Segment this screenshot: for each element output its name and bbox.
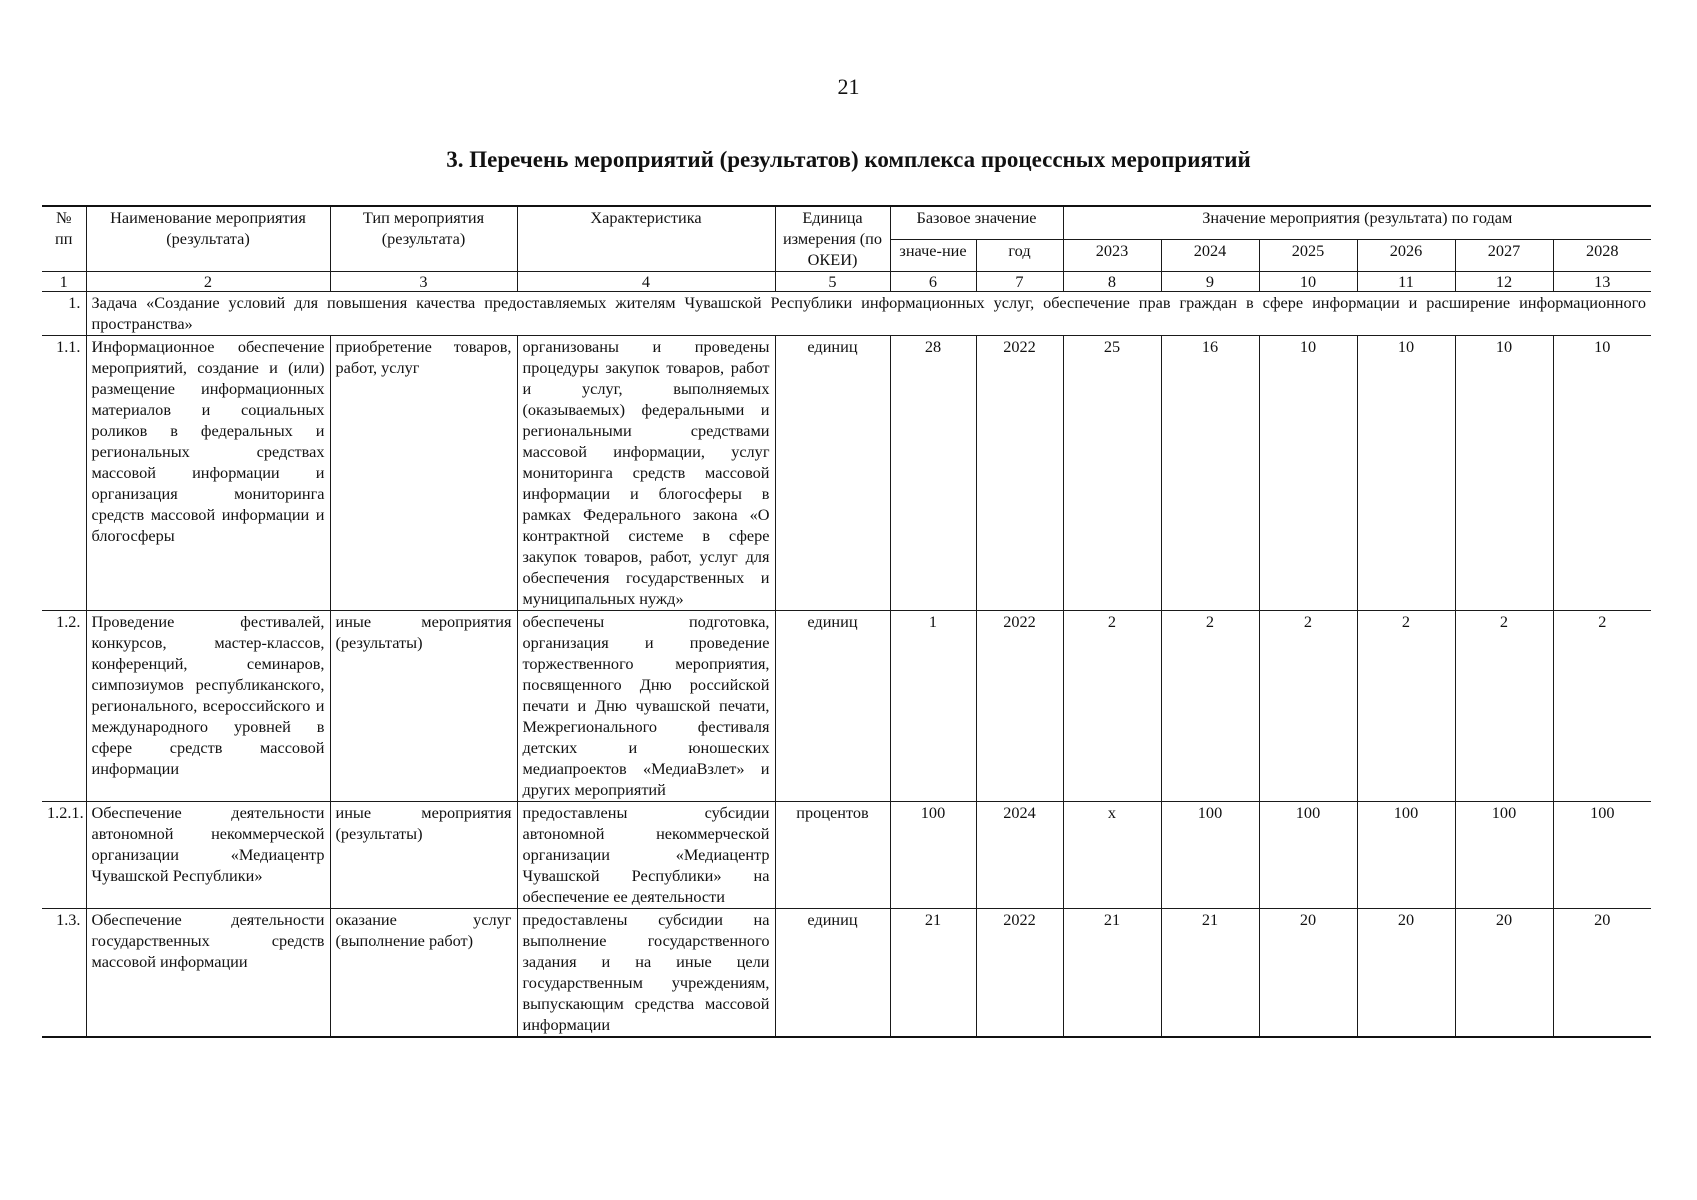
column-number: 12 [1455,272,1553,292]
header-name: Наименование мероприятия (результата) [86,206,330,272]
year-value: 100 [1357,802,1455,909]
header-year: 2027 [1455,239,1553,271]
year-value: 100 [1161,802,1259,909]
year-value: 10 [1357,336,1455,611]
measure-unit: единиц [775,336,890,611]
column-number: 7 [976,272,1063,292]
measure-characteristic: предоставлены субсидии на выполнение государственного задания и на иные цели государственным учреждениям, выпускающим средства массовой информации [517,909,775,1038]
header-base-value: значе-ние [890,239,976,271]
column-number: 1 [42,272,86,292]
measure-name: Проведение фестивалей, конкурсов, мастер-классов, конференций, семинаров, симпозиумов республиканского, регионального, всероссийского и международного уровней в сфере средств массовой информации [86,611,330,802]
row-number: 1.2.1. [42,802,86,909]
column-numbers-row [42,272,1651,292]
year-value: 2 [1161,611,1259,802]
page-number: 21 [837,74,860,99]
header-base: Базовое значение [890,206,1063,239]
header-num: № пп [42,206,86,272]
base-year: 2022 [976,611,1063,802]
header-by-years: Значение мероприятия (результата) по годам [1063,206,1651,239]
task-text: Задача «Создание условий для повышения качества предоставляемых жителям Чувашской Республики информационных услуг, обеспечение прав граждан в сфере информации и расширение информационного пространства» [86,292,1651,336]
header-year: 2024 [1161,239,1259,271]
measure-unit: процентов [775,802,890,909]
year-value: 21 [1063,909,1161,1038]
table-row [42,336,1651,611]
measure-name: Обеспечение деятельности государственных средств массовой информации [86,909,330,1038]
year-value: 2 [1357,611,1455,802]
header-unit: Единица измерения (по ОКЕИ) [775,206,890,272]
year-value: 100 [1259,802,1357,909]
measure-characteristic: предоставлены субсидии автономной некоммерческой организации «Медиацентр Чувашской Республики» на обеспечение ее деятельности [517,802,775,909]
section-title: 3. Перечень мероприятий (результатов) комплекса процессных мероприятий [446,147,1251,172]
header-year: 2026 [1357,239,1455,271]
header-characteristic: Характеристика [517,206,775,272]
base-year: 2022 [976,909,1063,1038]
year-value: 20 [1455,909,1553,1038]
header-type: Тип мероприятия (результата) [330,206,517,272]
column-number: 9 [1161,272,1259,292]
task-row [42,292,1651,336]
year-value: 10 [1553,336,1651,611]
base-value: 21 [890,909,976,1038]
measure-unit: единиц [775,611,890,802]
year-value: 2 [1063,611,1161,802]
row-number: 1.2. [42,611,86,802]
year-value: 20 [1259,909,1357,1038]
header-year: 2028 [1553,239,1651,271]
year-value: х [1063,802,1161,909]
year-value: 2 [1259,611,1357,802]
row-number: 1.3. [42,909,86,1038]
header-base-year: год [976,239,1063,271]
header-year: 2023 [1063,239,1161,271]
year-value: 2 [1455,611,1553,802]
year-value: 25 [1063,336,1161,611]
column-number: 5 [775,272,890,292]
measure-type: приобретение товаров, работ, услуг [330,336,517,611]
column-number: 2 [86,272,330,292]
year-value: 100 [1553,802,1651,909]
year-value: 10 [1455,336,1553,611]
column-number: 6 [890,272,976,292]
column-number: 10 [1259,272,1357,292]
year-value: 2 [1553,611,1651,802]
base-value: 1 [890,611,976,802]
header-row-1 [42,206,1651,239]
year-value: 20 [1553,909,1651,1038]
measure-characteristic: обеспечены подготовка, организация и проведение торжественного мероприятия, посвященного Дню российской печати и Дню чувашской печати, Межрегионального фестиваля детских и юношеских медиапроектов «МедиаВзлет» и других мероприятий [517,611,775,802]
measure-type: иные мероприятия (результаты) [330,611,517,802]
measure-name: Информационное обеспечение мероприятий, создание и (или) размещение информационных материалов и социальных роликов в федеральных и региональных средствах массовой информации и организация мониторинга средств массовой информации и блогосферы [86,336,330,611]
measure-type: оказание услуг (выполнение работ) [330,909,517,1038]
column-number: 11 [1357,272,1455,292]
measure-name: Обеспечение деятельности автономной некоммерческой организации «Медиацентр Чувашской Республики» [86,802,330,909]
year-value: 100 [1455,802,1553,909]
column-number: 13 [1553,272,1651,292]
measure-type: иные мероприятия (результаты) [330,802,517,909]
year-value: 16 [1161,336,1259,611]
row-number: 1.1. [42,336,86,611]
column-number: 3 [330,272,517,292]
column-number: 4 [517,272,775,292]
header-year: 2025 [1259,239,1357,271]
year-value: 10 [1259,336,1357,611]
measure-unit: единиц [775,909,890,1038]
base-value: 100 [890,802,976,909]
table-row [42,909,1651,1038]
table-row [42,611,1651,802]
measure-characteristic: организованы и проведены процедуры закупок товаров, работ и услуг, выполняемых (оказываемых) федеральными и региональными средствами массовой информации, услуг мониторинга средств массовой информации и блогосферы в рамках Федерального закона «О контрактной системе в сфере закупок товаров, работ, услуг для обеспечения государственных и муниципальных нужд» [517,336,775,611]
year-value: 21 [1161,909,1259,1038]
year-value: 20 [1357,909,1455,1038]
base-year: 2022 [976,336,1063,611]
task-number: 1. [42,292,86,336]
base-value: 28 [890,336,976,611]
base-year: 2024 [976,802,1063,909]
table-row [42,802,1651,909]
measures-table [42,205,1651,1038]
column-number: 8 [1063,272,1161,292]
